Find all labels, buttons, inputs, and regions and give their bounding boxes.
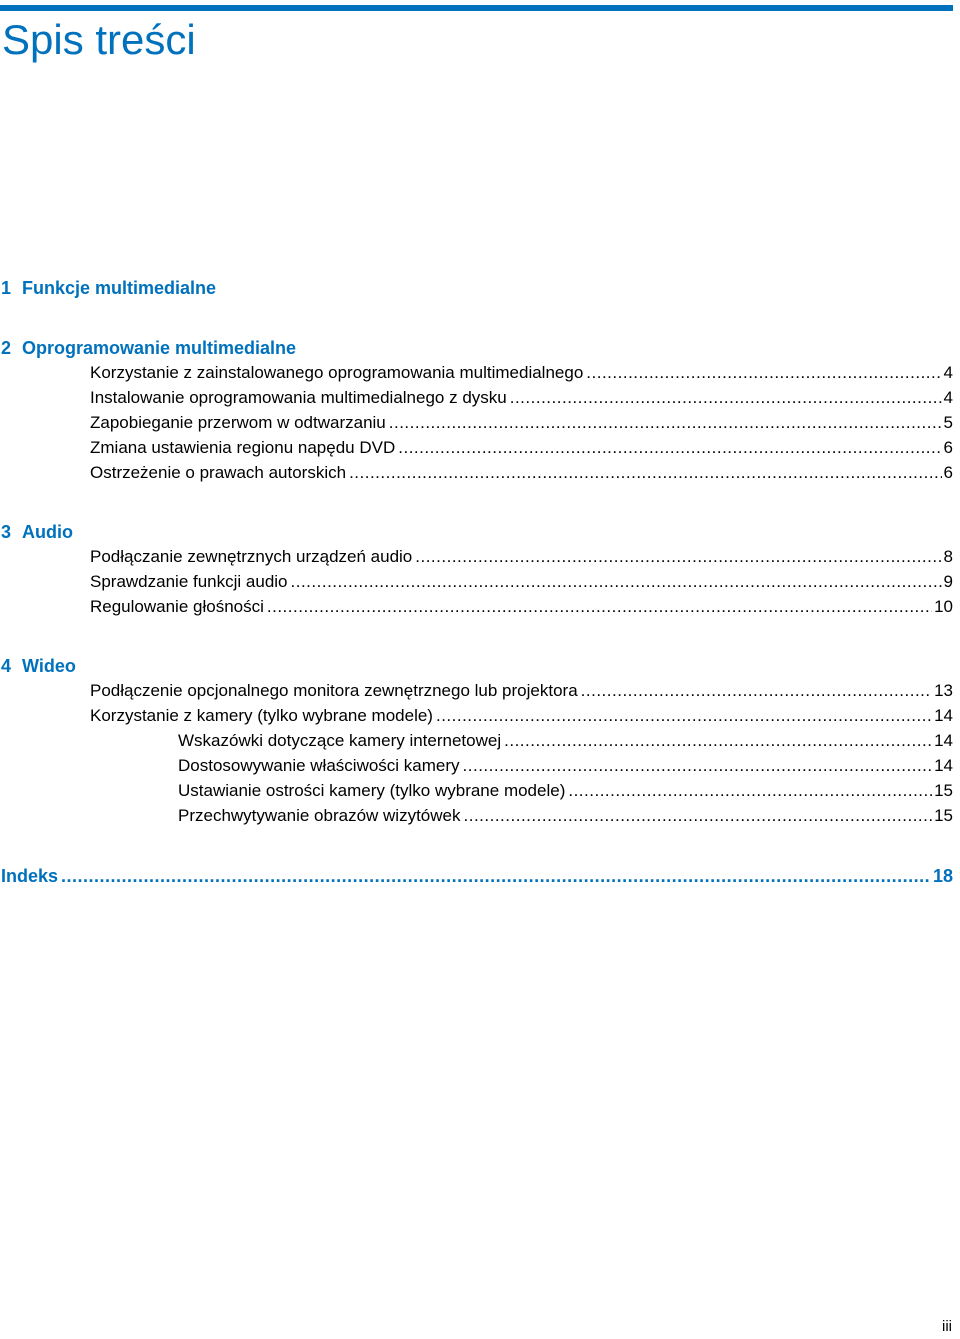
dot-leader <box>291 571 942 593</box>
page-number: iii <box>942 1318 952 1335</box>
toc-entry-text: Korzystanie z zainstalowanego oprogramowania multimedialnego <box>90 363 584 382</box>
dot-leader <box>581 680 932 702</box>
toc-subentry[interactable] <box>178 780 953 802</box>
chapter-title: Wideo <box>22 656 76 676</box>
toc-entry[interactable] <box>90 705 953 727</box>
dot-leader <box>267 596 932 618</box>
toc-entry[interactable] <box>90 462 953 484</box>
dot-leader <box>436 705 932 727</box>
toc-entry-text: Korzystanie z kamery (tylko wybrane modele) <box>90 706 433 725</box>
toc-entry-page: 8 <box>943 547 953 566</box>
toc-entry-text: Instalowanie oprogramowania multimedialnego z dysku <box>90 388 507 407</box>
toc-entry-page: 14 <box>934 756 953 775</box>
toc-entry[interactable] <box>90 437 953 459</box>
page-title: Spis treści <box>2 16 196 63</box>
dot-leader <box>510 387 942 409</box>
chapter-title: Audio <box>22 522 73 542</box>
toc-entry-text: Dostosowywanie właściwości kamery <box>178 756 460 775</box>
toc-entry-text: Regulowanie głośności <box>90 597 264 616</box>
toc-entry-page: 13 <box>934 681 953 700</box>
dot-leader <box>504 730 932 752</box>
chapter-title: Oprogramowanie multimedialne <box>22 338 297 358</box>
index-label: Indeks <box>1 866 59 886</box>
toc-entry-text: Ustawianie ostrości kamery (tylko wybrane modele) <box>178 781 566 800</box>
dot-leader <box>464 805 933 827</box>
toc-entry-text: Zapobieganie przerwom w odtwarzaniu <box>90 413 386 432</box>
toc-entry[interactable] <box>90 596 953 618</box>
toc-entry-page: 5 <box>943 413 953 432</box>
chapter-heading[interactable] <box>1 655 76 677</box>
header-rule <box>0 5 953 11</box>
toc-entry-page: 15 <box>934 781 953 800</box>
chapter-heading[interactable] <box>1 521 73 543</box>
dot-leader <box>463 755 933 777</box>
toc-entry-page: 6 <box>943 438 953 457</box>
chapter-number: 1 <box>1 278 12 298</box>
toc-entry[interactable] <box>90 680 953 702</box>
toc-entry[interactable] <box>90 362 953 384</box>
chapter-heading[interactable] <box>1 337 296 359</box>
index-entry[interactable] <box>1 865 953 887</box>
chapter-number: 2 <box>1 338 12 358</box>
chapter-number: 4 <box>1 656 12 676</box>
toc-entry[interactable] <box>90 571 953 593</box>
toc-entry-text: Podłączenie opcjonalnego monitora zewnętrznego lub projektora <box>90 681 578 700</box>
toc-entry-text: Ostrzeżenie o prawach autorskich <box>90 463 347 482</box>
toc-entry-page: 14 <box>934 706 953 725</box>
toc-entry-page: 14 <box>934 731 953 750</box>
dot-leader <box>398 437 941 459</box>
dot-leader <box>349 462 941 484</box>
chapter-heading[interactable] <box>1 277 216 299</box>
toc-entry-page: 15 <box>934 806 953 825</box>
toc-entry-text: Zmiana ustawienia regionu napędu DVD <box>90 438 396 457</box>
toc-entry-page: 4 <box>943 388 953 407</box>
dot-leader <box>415 546 941 568</box>
chapter-title: Funkcje multimedialne <box>22 278 217 298</box>
toc-entry-page: 10 <box>934 597 953 616</box>
toc-subentry[interactable] <box>178 755 953 777</box>
chapter-number: 3 <box>1 522 12 542</box>
toc-entry-page: 4 <box>943 363 953 382</box>
toc-entry-text: Wskazówki dotyczące kamery internetowej <box>178 731 502 750</box>
toc-entry-page: 9 <box>943 572 953 591</box>
toc-entry-text: Podłączanie zewnętrznych urządzeń audio <box>90 547 413 566</box>
dot-leader <box>568 780 932 802</box>
index-page: 18 <box>932 866 953 886</box>
dot-leader <box>61 865 931 887</box>
toc-entry[interactable] <box>90 412 953 434</box>
toc-subentry[interactable] <box>178 805 953 827</box>
toc-subentry[interactable] <box>178 730 953 752</box>
toc-entry-text: Sprawdzanie funkcji audio <box>90 572 288 591</box>
toc-entry[interactable] <box>90 546 953 568</box>
dot-leader <box>586 362 941 384</box>
toc-entry-page: 6 <box>943 463 953 482</box>
toc-entry-text: Przechwytywanie obrazów wizytówek <box>178 806 461 825</box>
toc-entry[interactable] <box>90 387 953 409</box>
dot-leader <box>389 412 942 434</box>
